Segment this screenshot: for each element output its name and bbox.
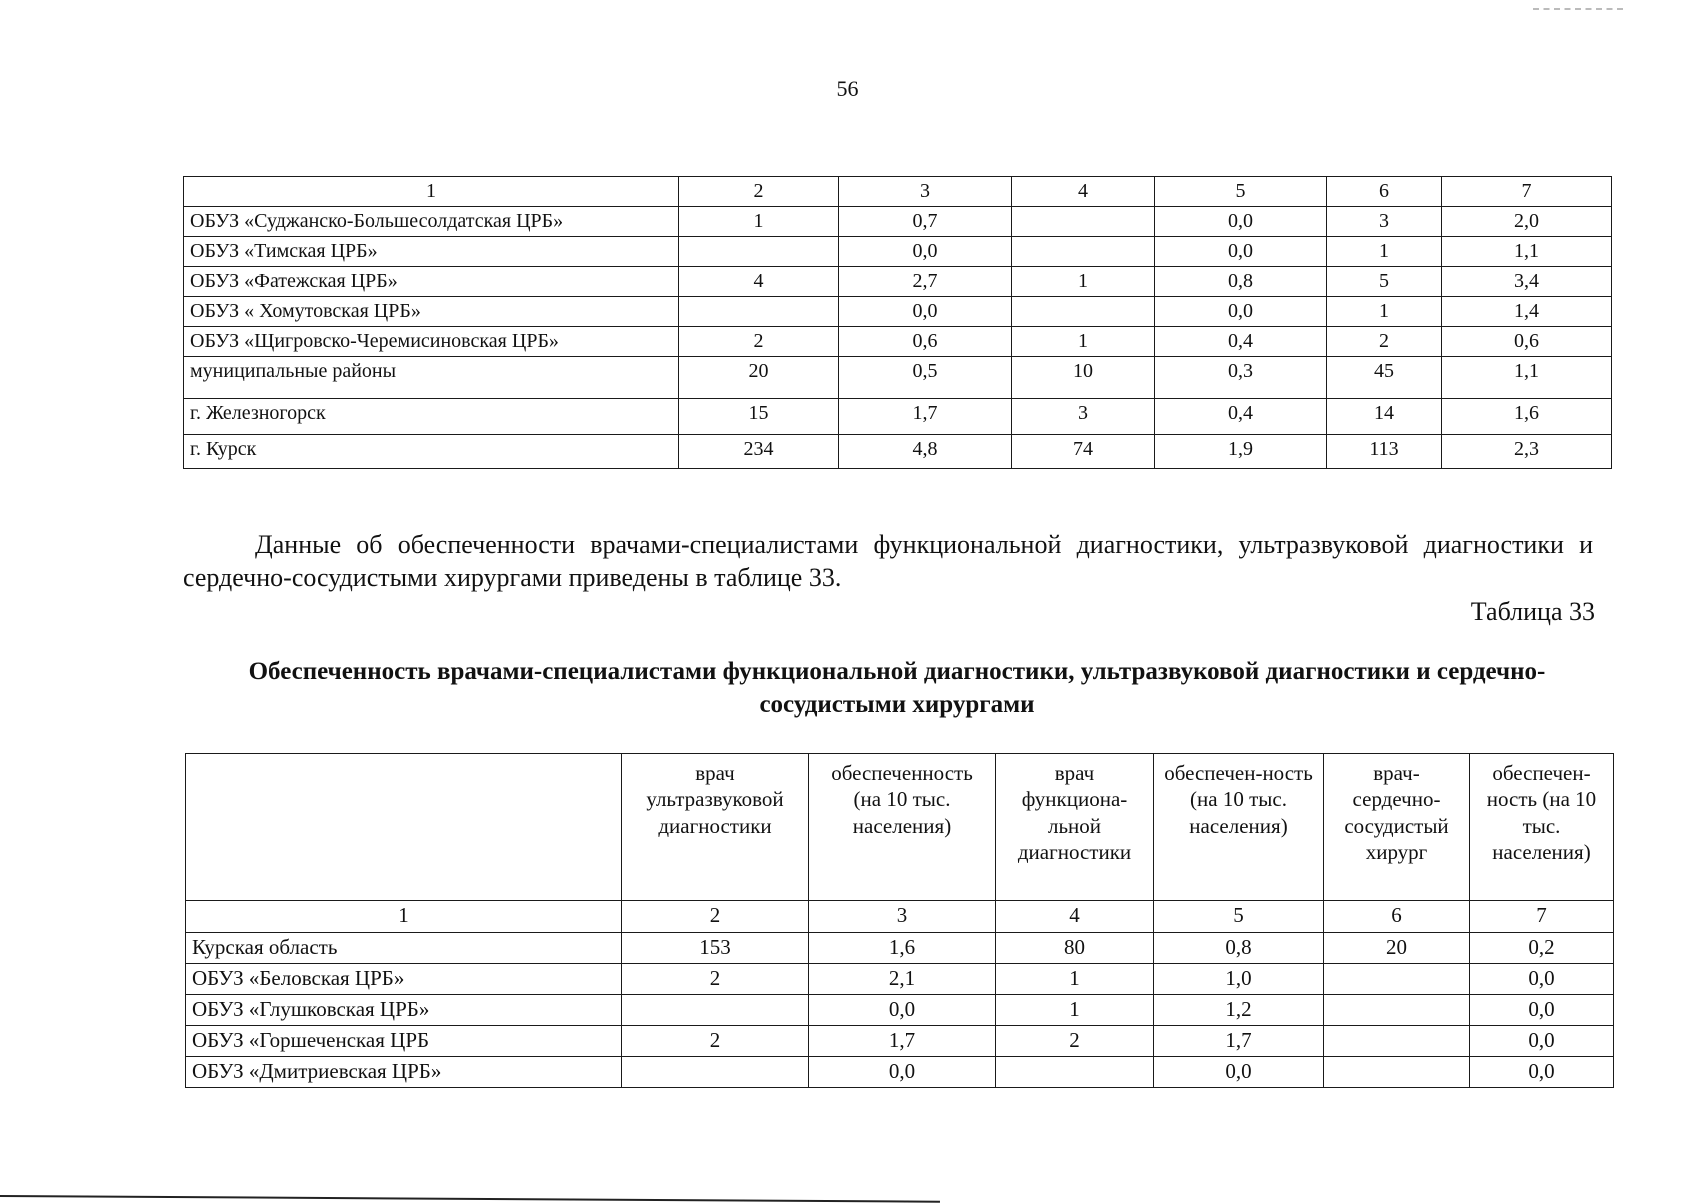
table-cell: 0,8 xyxy=(1155,267,1327,297)
table-cell: 234 xyxy=(679,435,839,469)
table-cell: 2 xyxy=(996,1026,1154,1057)
table-cell: 0,7 xyxy=(839,207,1012,237)
table-cell: 3 xyxy=(1012,399,1155,435)
column-number: 6 xyxy=(1327,177,1442,207)
table-cell xyxy=(679,237,839,267)
column-number: 5 xyxy=(1155,177,1327,207)
row-label: Курская область xyxy=(186,933,622,964)
table-cell: 20 xyxy=(1324,933,1470,964)
table-cell: 153 xyxy=(622,933,809,964)
table-cell: 1,9 xyxy=(1155,435,1327,469)
column-number: 5 xyxy=(1154,901,1324,933)
table-cell: 3 xyxy=(1327,207,1442,237)
table-cell: 1,6 xyxy=(1442,399,1612,435)
table-cell: 80 xyxy=(996,933,1154,964)
table-cell: 0,0 xyxy=(1470,1057,1614,1088)
table-cell xyxy=(622,1057,809,1088)
table-cell: 1 xyxy=(1012,267,1155,297)
column-header: обеспечен-ность (на 10 тыс. населения) xyxy=(1154,754,1324,901)
table-cell: 0,5 xyxy=(839,357,1012,399)
table-cell xyxy=(1324,1026,1470,1057)
column-header: обеспеченность (на 10 тыс. населения) xyxy=(809,754,996,901)
table-continuation xyxy=(183,176,1612,469)
column-number: 4 xyxy=(1012,177,1155,207)
column-number: 7 xyxy=(1442,177,1612,207)
column-number: 3 xyxy=(809,901,996,933)
row-label: ОБУЗ «Тимская ЦРБ» xyxy=(184,237,679,267)
table-cell: 2 xyxy=(679,327,839,357)
column-number: 1 xyxy=(186,901,622,933)
table-cell: 1,6 xyxy=(809,933,996,964)
column-number: 4 xyxy=(996,901,1154,933)
table-cell: 0,6 xyxy=(839,327,1012,357)
table-cell xyxy=(1324,995,1470,1026)
table-cell: 0,4 xyxy=(1155,399,1327,435)
table-header-row xyxy=(184,177,1612,207)
row-label: ОБУЗ «Фатежская ЦРБ» xyxy=(184,267,679,297)
table-cell xyxy=(622,995,809,1026)
table-cell: 1,1 xyxy=(1442,237,1612,267)
table-cell: 0,0 xyxy=(1470,964,1614,995)
table-row xyxy=(184,207,1612,237)
table-cell: 1,1 xyxy=(1442,357,1612,399)
table-row xyxy=(184,327,1612,357)
table-label: Таблица 33 xyxy=(1470,597,1595,626)
table-cell: 1,7 xyxy=(809,1026,996,1057)
row-label: ОБУЗ «Щигровско-Черемисиновская ЦРБ» xyxy=(184,327,679,357)
table-cell: 113 xyxy=(1327,435,1442,469)
table-row xyxy=(184,267,1612,297)
row-label: ОБУЗ «Беловская ЦРБ» xyxy=(186,964,622,995)
table-cell: 1 xyxy=(1012,327,1155,357)
table-row xyxy=(186,995,1614,1026)
table-cell: 1 xyxy=(996,995,1154,1026)
table-cell: 0,3 xyxy=(1155,357,1327,399)
table-cell: 14 xyxy=(1327,399,1442,435)
table-cell xyxy=(1012,237,1155,267)
table-cell: 0,2 xyxy=(1470,933,1614,964)
row-label: муниципальные районы xyxy=(184,357,679,399)
table-row xyxy=(184,237,1612,267)
table-cell xyxy=(1012,297,1155,327)
table-cell: 1,7 xyxy=(1154,1026,1324,1057)
column-number: 1 xyxy=(184,177,679,207)
page-number: 56 xyxy=(836,76,859,101)
table-cell: 0,0 xyxy=(809,1057,996,1088)
table-cell: 0,0 xyxy=(1155,207,1327,237)
table-cell: 4,8 xyxy=(839,435,1012,469)
table-cell: 1 xyxy=(1327,297,1442,327)
table-cell: 0,4 xyxy=(1155,327,1327,357)
table-cell: 2 xyxy=(622,1026,809,1057)
table-cell: 2 xyxy=(1327,327,1442,357)
table-cell xyxy=(1012,207,1155,237)
row-label: г. Курск xyxy=(184,435,679,469)
footer-rule xyxy=(0,1195,940,1203)
row-label: ОБУЗ «Глушковская ЦРБ» xyxy=(186,995,622,1026)
table-cell: 0,0 xyxy=(1154,1057,1324,1088)
table-row xyxy=(184,297,1612,327)
column-header: врач-сердечно-сосудистый хирург xyxy=(1324,754,1470,901)
table-row xyxy=(184,399,1612,435)
table-cell: 10 xyxy=(1012,357,1155,399)
table-row xyxy=(186,933,1614,964)
table-cell: 0,0 xyxy=(839,237,1012,267)
table-cell: 4 xyxy=(679,267,839,297)
row-label: г. Железногорск xyxy=(184,399,679,435)
table-cell: 2,1 xyxy=(809,964,996,995)
table-cell: 0,0 xyxy=(1155,237,1327,267)
table-cell: 2,3 xyxy=(1442,435,1612,469)
table-cell: 0,6 xyxy=(1442,327,1612,357)
column-number: 3 xyxy=(839,177,1012,207)
body-paragraph: Данные об обеспеченности врачами-специалистами функциональной диагностики, ультразвуковой диагностики и сердечно-сосудистыми хирургами приведены в таблице 33. xyxy=(183,530,1593,592)
column-number: 2 xyxy=(679,177,839,207)
row-label: ОБУЗ «Суджанско-Большесолдатская ЦРБ» xyxy=(184,207,679,237)
table-33 xyxy=(185,753,1614,1088)
table-cell: 1,0 xyxy=(1154,964,1324,995)
table-row xyxy=(184,357,1612,399)
table-row xyxy=(186,964,1614,995)
table-title: Обеспеченность врачами-специалистами функциональной диагностики, ультразвуковой диагностики и сердечно-сосудистыми хирургами xyxy=(248,658,1546,718)
table-cell: 1 xyxy=(996,964,1154,995)
column-number: 6 xyxy=(1324,901,1470,933)
table-cell: 2,0 xyxy=(1442,207,1612,237)
column-header: врач ультразвуковой диагностики xyxy=(622,754,809,901)
table-row xyxy=(186,1057,1614,1088)
table-row xyxy=(184,435,1612,469)
table-cell: 20 xyxy=(679,357,839,399)
row-label: ОБУЗ «Горшеченская ЦРБ xyxy=(186,1026,622,1057)
table-row xyxy=(186,1026,1614,1057)
scan-mark xyxy=(1533,8,1623,10)
table-cell xyxy=(1324,964,1470,995)
table-cell: 1,2 xyxy=(1154,995,1324,1026)
table-cell: 3,4 xyxy=(1442,267,1612,297)
table-cell: 1 xyxy=(679,207,839,237)
column-header xyxy=(186,754,622,901)
table-cell: 5 xyxy=(1327,267,1442,297)
row-label: ОБУЗ «Дмитриевская ЦРБ» xyxy=(186,1057,622,1088)
table-cell: 45 xyxy=(1327,357,1442,399)
table-cell xyxy=(679,297,839,327)
column-number: 2 xyxy=(622,901,809,933)
table-cell xyxy=(996,1057,1154,1088)
column-number: 7 xyxy=(1470,901,1614,933)
table-cell: 0,0 xyxy=(1470,995,1614,1026)
table-cell: 0,0 xyxy=(1155,297,1327,327)
table-cell: 1 xyxy=(1327,237,1442,267)
column-number-row xyxy=(186,901,1614,933)
column-header: врач функциона-льной диагностики xyxy=(996,754,1154,901)
table-cell xyxy=(1324,1057,1470,1088)
table-cell: 0,0 xyxy=(809,995,996,1026)
table-cell: 0,8 xyxy=(1154,933,1324,964)
table-cell: 15 xyxy=(679,399,839,435)
table-cell: 1,4 xyxy=(1442,297,1612,327)
table-cell: 74 xyxy=(1012,435,1155,469)
table-cell: 2,7 xyxy=(839,267,1012,297)
table-cell: 0,0 xyxy=(1470,1026,1614,1057)
column-header: обеспечен-ность (на 10 тыс. населения) xyxy=(1470,754,1614,901)
table-cell: 1,7 xyxy=(839,399,1012,435)
table-header-row xyxy=(186,754,1614,901)
table-cell: 0,0 xyxy=(839,297,1012,327)
row-label: ОБУЗ « Хомутовская ЦРБ» xyxy=(184,297,679,327)
table-cell: 2 xyxy=(622,964,809,995)
